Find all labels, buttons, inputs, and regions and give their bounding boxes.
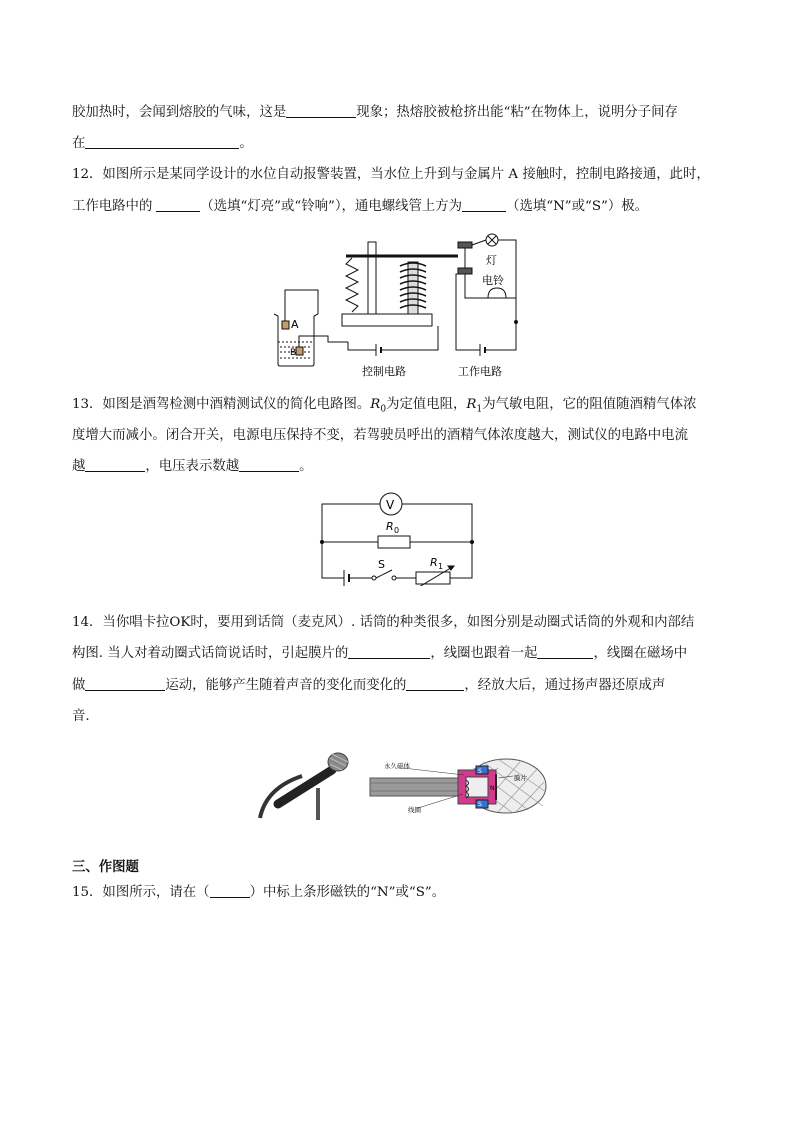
label-work-circuit: 工作电路 [458, 365, 502, 378]
q15-text-1a: 15．如图所示，请在（ [72, 885, 210, 900]
q14-line-2 [72, 645, 687, 663]
label-s-top: S [478, 768, 482, 775]
q13-text-1a: 13．如图是酒驾检测中酒精测试仪的简化电路图。 [72, 397, 371, 412]
q13-text-1b: 为定值电阻， [386, 397, 467, 412]
q13-text-1c: 为气敏电阻，它的阻值随酒精气体浓 [482, 397, 697, 412]
voltmeter-label: V [386, 498, 395, 512]
q14-text-3b: 运动，能够产生随着声音的变化而变化的 [165, 678, 407, 693]
q14-text-3c: ，经放大后，通过扬声器还原成声 [464, 678, 666, 693]
label-s-bottom: S [478, 801, 482, 808]
switch-pivot [372, 576, 376, 580]
q14-blank-2[interactable] [537, 645, 593, 659]
q15-blank-1[interactable] [210, 884, 250, 898]
q14-blank-3[interactable] [85, 677, 165, 691]
q14-text-4: 音. [72, 709, 90, 724]
q11-text-2a: 在 [72, 136, 86, 151]
q11-blank-1[interactable] [286, 104, 356, 118]
q14-blank-1[interactable] [348, 645, 430, 659]
q13-text-3b: ，电压表示数越 [145, 459, 240, 474]
q12-text-1: 12．如图所示是某同学设计的水位自动报警装置，当水位上升到与金属片 A 接触时，控制电路接通，此时， [72, 167, 710, 182]
q12-line-2 [72, 198, 648, 216]
label-lamp: 灯 [486, 254, 497, 267]
label-magnet: 永久磁体 [384, 762, 410, 770]
q13-line-3 [72, 458, 313, 476]
spring-shape [346, 258, 358, 312]
q14-text-2c: ，线圈在磁场中 [593, 646, 688, 661]
q14-text-2a: 构图. 当人对着动圈式话筒说话时，引起膜片的 [72, 646, 349, 661]
q13-r1-subscript: 1 [476, 404, 483, 415]
q12-text-2a: 工作电路中的 [72, 199, 153, 214]
q11-line-2 [72, 135, 253, 153]
label-control-circuit: 控制电路 [362, 365, 406, 378]
section-3-heading [72, 858, 139, 876]
q11-blank-2[interactable] [85, 135, 239, 149]
q12-text-2c: （选填“N”或“S”）极。 [506, 199, 649, 214]
q13-text-2: 度增大而减小。闭合开关，电源电压保持不变，若驾驶员呼出的酒精气体浓度越大，测试仪的电路中电流 [72, 428, 688, 443]
r0-label-sub: 0 [394, 526, 400, 535]
q11-text-2b: 。 [239, 136, 253, 151]
q13-line-1 [72, 396, 697, 419]
q15-line-1 [72, 884, 445, 902]
label-a: A [291, 318, 299, 331]
q12-blank-2[interactable] [462, 198, 506, 212]
microphone-figure [258, 748, 548, 820]
q13-text-3a: 越 [72, 459, 86, 474]
q14-line-3 [72, 677, 665, 695]
metal-plate-a [282, 321, 289, 329]
q13-r1-symbol: R [466, 397, 477, 412]
water-alarm-diagram [268, 232, 528, 380]
switch-label: S [378, 558, 385, 571]
label-bell: 电铃 [482, 274, 504, 287]
q13-blank-1[interactable] [85, 458, 145, 472]
q13-r0-subscript: 0 [380, 404, 387, 415]
label-coil: 线圈 [408, 806, 421, 814]
switch-lever [376, 570, 392, 578]
q11-line-1 [72, 104, 678, 122]
q13-r0-symbol: R [370, 397, 381, 412]
label-b: B [290, 348, 297, 358]
r1-label: R [430, 556, 438, 569]
q11-text-1b: 现象；热熔胶被枪挤出能“粘”在物体上，说明分子间存 [356, 105, 678, 120]
q12-blank-1[interactable] [156, 198, 200, 212]
alcohol-tester-circuit [316, 490, 478, 586]
q11-text-1a: 胶加热时，会闻到熔胶的气味，这是 [72, 105, 287, 120]
q13-blank-2[interactable] [239, 458, 299, 472]
r0-resistor [378, 536, 410, 548]
q14-text-1: 14．当你唱卡拉OK时，要用到话筒（麦克风）. 话筒的种类很多，如图分别是动圈式话筒的外观和内部结 [72, 615, 695, 630]
r1-resistor [416, 572, 450, 584]
section-3-heading-text: 三、作图题 [72, 859, 139, 875]
q12-line-1 [72, 166, 710, 184]
q12-text-2b: （选填“灯亮”或“铃响”），通电螺线管上方为 [200, 199, 463, 214]
metal-plate-b [296, 347, 303, 355]
label-n: N [490, 785, 495, 792]
microphone-photo [260, 753, 348, 820]
label-membrane: 膜片 [514, 774, 527, 782]
q15-text-1b: ）中标上条形磁铁的“N”或“S”。 [249, 885, 446, 900]
q14-text-2b: ，线圈也跟着一起 [430, 646, 538, 661]
q14-line-1 [72, 614, 694, 632]
q14-line-4 [72, 708, 90, 726]
r1-label-sub: 1 [438, 562, 444, 571]
q14-blank-4[interactable] [406, 677, 464, 691]
q13-text-3c: 。 [299, 459, 313, 474]
q13-line-2 [72, 427, 688, 445]
q14-text-3a: 做 [72, 678, 86, 693]
r0-label: R [386, 520, 394, 533]
